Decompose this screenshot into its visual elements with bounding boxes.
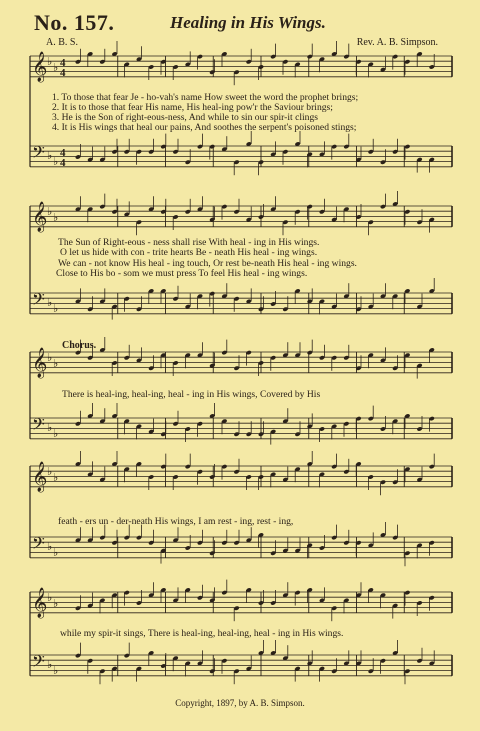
svg-text:♭: ♭	[53, 358, 59, 370]
svg-text:4: 4	[60, 147, 66, 159]
refrain-verse-3-line: We can - not know His heal - ing touch, Or rest be-neath His heal - ing wings.	[58, 258, 357, 269]
refrain-verse-1-line: The Sun of Right-eous - ness shall rise With heal - ing in His wings.	[58, 237, 320, 248]
svg-text:♭: ♭	[47, 422, 53, 434]
svg-text:𝄞: 𝄞	[32, 462, 48, 492]
chorus-line-3: while my spir-it sings, There is heal-ing, heal-ing, heal - ing in His wings.	[60, 628, 344, 639]
verse-4-line: 4. It is His wings that heal our pains, And soothes the serpent's poisoned stings;	[52, 122, 357, 133]
hymn-title: Healing in His Wings.	[170, 13, 326, 32]
svg-text:♭: ♭	[47, 150, 53, 162]
svg-text:♭: ♭	[53, 472, 59, 484]
svg-text:♭: ♭	[47, 352, 53, 364]
svg-text:♭: ♭	[53, 665, 59, 677]
svg-text:𝄢: 𝄢	[32, 289, 45, 313]
svg-text:♭: ♭	[47, 56, 53, 68]
svg-text:♭: ♭	[47, 297, 53, 309]
svg-text:𝄢: 𝄢	[32, 533, 45, 557]
verse-2-line: 2. It is to those that fear His name, His heal-ing pow'r the Saviour brings;	[52, 102, 333, 113]
verse-1-line: 1. To those that fear Je - ho-vah's name How sweet the word the prophet brings;	[52, 92, 359, 103]
svg-text:♭: ♭	[53, 212, 59, 224]
svg-text:𝄞: 𝄞	[32, 52, 48, 82]
composer-credit: Rev. A. B. Simpson.	[356, 37, 438, 48]
svg-text:𝄞: 𝄞	[32, 588, 48, 618]
copyright-notice: Copyright, 1897, by A. B. Simpson.	[175, 698, 305, 708]
refrain-verse-4-line: Close to His bo - som we must press To feel His heal - ing wings.	[56, 268, 308, 279]
chorus-label: Chorus.	[62, 340, 97, 351]
svg-text:♭: ♭	[47, 206, 53, 218]
svg-text:♭: ♭	[53, 156, 59, 168]
svg-text:♭: ♭	[47, 466, 53, 478]
svg-text:♭: ♭	[53, 303, 59, 315]
verse-3-line: 3. He is the Son of right-eous-ness, And while to sin our spir-it clings	[52, 112, 319, 123]
svg-text:♭: ♭	[47, 592, 53, 604]
svg-text:♭: ♭	[53, 598, 59, 610]
svg-text:4: 4	[60, 67, 66, 79]
svg-text:♭: ♭	[53, 547, 59, 559]
hymn-number: No. 157.	[34, 10, 115, 35]
svg-text:♭: ♭	[47, 659, 53, 671]
svg-text:4: 4	[60, 157, 66, 169]
svg-text:𝄢: 𝄢	[32, 414, 45, 438]
svg-text:𝄢: 𝄢	[32, 142, 45, 166]
svg-text:𝄢: 𝄢	[32, 651, 45, 675]
svg-text:♭: ♭	[47, 541, 53, 553]
chorus-line-2: feath - ers un - der-neath His wings, I am rest - ing, rest - ing,	[58, 516, 294, 527]
svg-text:♭: ♭	[53, 428, 59, 440]
chorus-line-1: There is heal-ing, heal-ing, heal - ing in His wings, Covered by His	[62, 389, 321, 400]
lyricist-initials: A. B. S.	[46, 37, 78, 48]
svg-text:4: 4	[60, 57, 66, 69]
svg-text:♭: ♭	[53, 62, 59, 74]
svg-text:𝄞: 𝄞	[32, 202, 48, 232]
refrain-verse-2-line: O let us hide with con - trite hearts Be - neath His heal - ing wings.	[60, 247, 318, 258]
svg-text:𝄞: 𝄞	[32, 348, 48, 378]
